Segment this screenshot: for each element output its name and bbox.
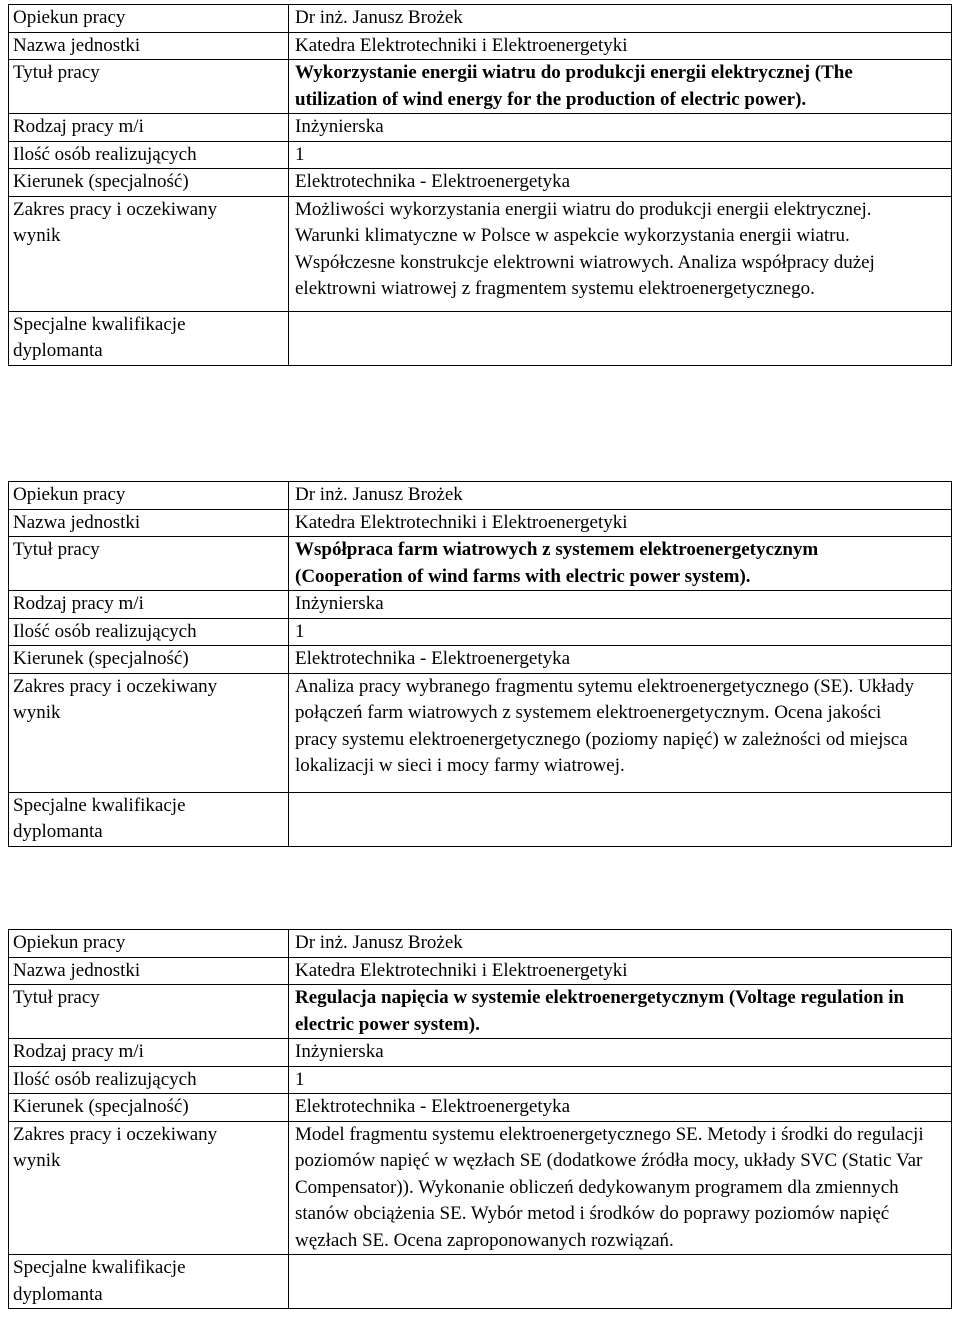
label-count: Ilość osób realizujących [9, 618, 289, 646]
value-title: Regulacja napięcia w systemie elektroenergetycznym (Voltage regulation in electric power system). [289, 985, 952, 1039]
row-title [9, 60, 952, 114]
row-title [9, 537, 952, 591]
value-type: Inżynierska [289, 114, 952, 142]
row-qualifications [9, 1255, 952, 1309]
thesis-table-3 [8, 929, 952, 1309]
label-direction: Kierunek (specjalność) [9, 646, 289, 674]
row-direction [9, 646, 952, 674]
value-count: 1 [289, 141, 952, 169]
value-title: Wykorzystanie energii wiatru do produkcji energii elektrycznej (The utilization of wind energy for the production of electric power). [289, 60, 952, 114]
row-count [9, 1066, 952, 1094]
value-unit: Katedra Elektrotechniki i Elektroenergetyki [289, 957, 952, 985]
label-type: Rodzaj pracy m/i [9, 591, 289, 619]
label-count: Ilość osób realizujących [9, 1066, 289, 1094]
label-qualifications: Specjalne kwalifikacje dyplomanta [9, 311, 289, 365]
label-type: Rodzaj pracy m/i [9, 114, 289, 142]
label-unit: Nazwa jednostki [9, 509, 289, 537]
thesis-table-1 [8, 4, 952, 366]
row-scope [9, 1121, 952, 1255]
value-direction: Elektrotechnika - Elektroenergetyka [289, 646, 952, 674]
value-scope: Możliwości wykorzystania energii wiatru do produkcji energii elektrycznej. Warunki klimatyczne w Polsce w aspekcie wykorzystania energii wiatru. Współczesne konstrukcje elektrowni wiatrowych. Analiza współpracy dużej elektrowni wiatrowej z fragmentem systemu elektroenergetycznego. [289, 196, 952, 311]
row-direction [9, 169, 952, 197]
row-type [9, 1039, 952, 1067]
value-supervisor: Dr inż. Janusz Brożek [289, 930, 952, 958]
value-type: Inżynierska [289, 1039, 952, 1067]
value-title: Współpraca farm wiatrowych z systemem elektroenergetycznym (Cooperation of wind farms with electric power system). [289, 537, 952, 591]
label-qualifications: Specjalne kwalifikacje dyplomanta [9, 792, 289, 846]
value-count: 1 [289, 618, 952, 646]
row-unit [9, 32, 952, 60]
label-supervisor: Opiekun pracy [9, 5, 289, 33]
row-supervisor [9, 930, 952, 958]
label-qualifications: Specjalne kwalifikacje dyplomanta [9, 1255, 289, 1309]
value-direction: Elektrotechnika - Elektroenergetyka [289, 169, 952, 197]
row-supervisor [9, 5, 952, 33]
row-qualifications [9, 792, 952, 846]
label-supervisor: Opiekun pracy [9, 482, 289, 510]
label-type: Rodzaj pracy m/i [9, 1039, 289, 1067]
row-supervisor [9, 482, 952, 510]
value-scope: Analiza pracy wybranego fragmentu sytemu elektroenergetycznego (SE). Układy połączeń farm wiatrowych z systemem elektroenergetycznym. Ocena jakości pracy systemu elektroenergetycznego (poziomy napięć) w zależności od miejsca lokalizacji w sieci i mocy farmy wiatrowej. [289, 673, 952, 792]
value-qualifications [289, 1255, 952, 1309]
value-type: Inżynierska [289, 591, 952, 619]
row-count [9, 141, 952, 169]
row-unit [9, 957, 952, 985]
value-supervisor: Dr inż. Janusz Brożek [289, 5, 952, 33]
label-scope: Zakres pracy i oczekiwany wynik [9, 1121, 289, 1255]
value-scope: Model fragmentu systemu elektroenergetycznego SE. Metody i środki do regulacji poziomów napięć w węzłach SE (dodatkowe źródła mocy, układy SVC (Static Var Compensator)). Wykonanie obliczeń dedykowanym programem dla zmiennych stanów obciążenia SE. Wybór metod i środków do poprawy poziomów napięć węzłach SE. Ocena zaproponowanych rozwiązań. [289, 1121, 952, 1255]
row-count [9, 618, 952, 646]
row-direction [9, 1094, 952, 1122]
value-direction: Elektrotechnika - Elektroenergetyka [289, 1094, 952, 1122]
label-title: Tytuł pracy [9, 537, 289, 591]
label-title: Tytuł pracy [9, 60, 289, 114]
label-count: Ilość osób realizujących [9, 141, 289, 169]
value-count: 1 [289, 1066, 952, 1094]
row-type [9, 591, 952, 619]
value-qualifications [289, 311, 952, 365]
value-supervisor: Dr inż. Janusz Brożek [289, 482, 952, 510]
value-unit: Katedra Elektrotechniki i Elektroenergetyki [289, 32, 952, 60]
label-supervisor: Opiekun pracy [9, 930, 289, 958]
row-title [9, 985, 952, 1039]
row-unit [9, 509, 952, 537]
row-type [9, 114, 952, 142]
row-scope [9, 673, 952, 792]
label-unit: Nazwa jednostki [9, 957, 289, 985]
label-scope: Zakres pracy i oczekiwany wynik [9, 673, 289, 792]
value-qualifications [289, 792, 952, 846]
label-scope: Zakres pracy i oczekiwany wynik [9, 196, 289, 311]
label-direction: Kierunek (specjalność) [9, 1094, 289, 1122]
row-qualifications [9, 311, 952, 365]
thesis-table-2 [8, 481, 952, 847]
label-title: Tytuł pracy [9, 985, 289, 1039]
row-scope [9, 196, 952, 311]
label-unit: Nazwa jednostki [9, 32, 289, 60]
value-unit: Katedra Elektrotechniki i Elektroenergetyki [289, 509, 952, 537]
label-direction: Kierunek (specjalność) [9, 169, 289, 197]
